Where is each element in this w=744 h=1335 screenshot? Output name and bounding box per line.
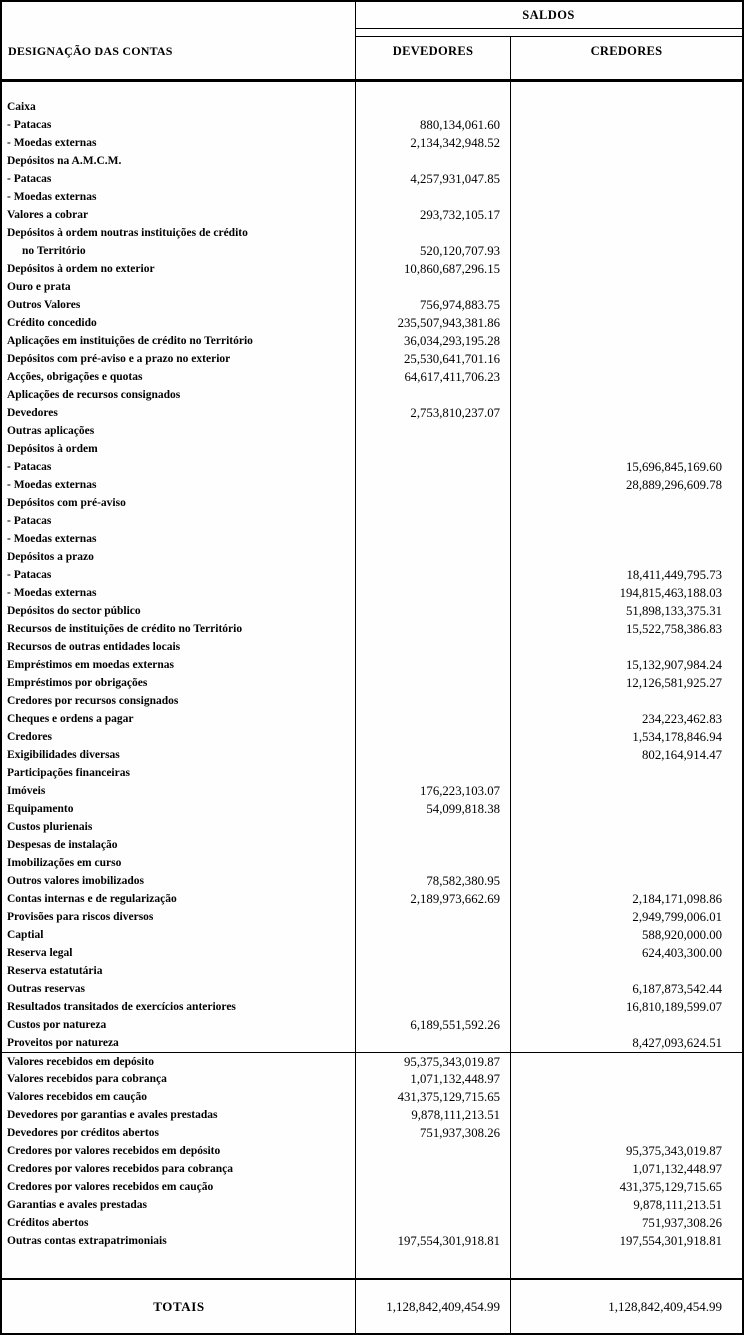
account-label: Ouro e prata [7,281,71,293]
devedores-value [356,674,510,692]
credores-value [510,152,742,170]
credores-value: 2,184,171,098.86 [632,892,722,906]
credores-value [510,854,742,872]
credores-value [510,530,742,548]
credores-value: 51,898,133,375.31 [626,604,722,618]
devedores-value [356,746,510,764]
credores-value: 15,132,907,984.24 [626,658,722,672]
credores-column-header: CREDORES [590,44,663,58]
table-row [2,602,742,620]
account-label: Aplicações em instituições de crédito no Território [7,335,253,347]
table-row [2,134,742,152]
table-row [2,620,742,638]
table-row [2,188,742,206]
credores-value [510,314,742,332]
credores-value [510,1088,742,1106]
account-label: Devedores por garantias e avales prestadas [7,1109,218,1121]
credores-value [510,134,742,152]
table-row [2,278,742,296]
table-row [2,458,742,476]
devedores-value: 880,134,061.60 [420,118,500,132]
devedores-column-header: DEVEDORES [392,44,474,58]
credores-value: 15,522,758,386.83 [626,622,722,636]
account-label: Provisões para riscos diversos [7,911,154,923]
account-label: - Moedas externas [7,587,97,599]
table-row [2,1160,742,1178]
table-row [2,1088,742,1106]
table-row [2,386,742,404]
devedores-value [356,908,510,926]
credores-value: 194,815,463,188.03 [619,586,722,600]
devedores-value [356,944,510,962]
credores-value: 6,187,873,542.44 [632,982,722,996]
credores-value [510,368,742,386]
credores-value [510,512,742,530]
account-label: Resultados transitados de exercícios anteriores [7,1001,236,1013]
devedores-value [356,476,510,494]
credores-value [510,170,742,188]
credores-value [510,188,742,206]
credores-value [510,440,742,458]
devedores-value [356,548,510,566]
account-label: Credores por recursos consignados [7,695,179,707]
account-label: - Patacas [7,569,52,581]
saldos-header-double-rule [355,29,742,37]
credores-value [510,494,742,512]
table-row [2,908,742,926]
credores-value [510,548,742,566]
devedores-value [356,278,510,296]
account-label: Devedores [7,407,58,419]
account-label: - Moedas externas [7,479,97,491]
account-label: Depósitos com pré-aviso e a prazo no exterior [7,353,231,365]
credores-value [510,260,742,278]
devedores-value: 1,071,132,448.97 [410,1072,500,1086]
table-row [2,566,742,584]
devedores-value: 9,878,111,213.51 [411,1108,500,1122]
devedores-value [356,1034,510,1052]
table-row [2,1124,742,1142]
credores-value [510,98,742,116]
table-row [2,710,742,728]
table-row [2,332,742,350]
table-row [2,1034,742,1052]
table-row [2,998,742,1016]
account-label: Reserva estatutária [7,965,103,977]
credores-value: 95,375,343,019.87 [626,1144,722,1158]
devedores-value: 10,860,687,296.15 [404,262,500,276]
account-label: Valores recebidos em caução [7,1091,148,1103]
devedores-value [356,818,510,836]
devedores-value [356,1142,510,1160]
devedores-value [356,458,510,476]
table-row [2,656,742,674]
table-row [2,638,742,656]
devedores-value: 751,937,308.26 [420,1126,500,1140]
table-row [2,512,742,530]
devedores-value [356,728,510,746]
credores-value [510,386,742,404]
table-row [2,152,742,170]
account-label: Crédito concedido [7,317,97,329]
account-label: Devedores por créditos abertos [7,1127,159,1139]
devedores-value: 2,134,342,948.52 [410,136,500,150]
credores-value [510,116,742,134]
account-label: Credores por valores recebidos em caução [7,1181,214,1193]
devedores-value [356,494,510,512]
accounts-body [2,82,742,1250]
account-label: Caixa [7,101,36,113]
table-row [2,782,742,800]
table-row [2,962,742,980]
credores-value [510,800,742,818]
table-row [2,1142,742,1160]
table-row [2,1106,742,1124]
account-label: - Patacas [7,119,52,131]
credores-value [510,764,742,782]
account-label: Outras contas extrapatrimoniais [7,1235,167,1247]
account-label: Despesas de instalação [7,839,118,851]
credores-value [510,422,742,440]
credores-value [510,296,742,314]
devedores-value [356,188,510,206]
credores-value: 197,554,301,918.81 [619,1234,722,1248]
account-label: Cheques e ordens a pagar [7,713,134,725]
account-label: - Moedas externas [7,137,97,149]
account-label: Depósitos a prazo [7,551,94,563]
devedores-value [356,980,510,998]
table-row [2,530,742,548]
table-row [2,404,742,422]
credores-value [510,962,742,980]
table-row [2,1214,742,1232]
credores-value: 588,920,000.00 [642,928,722,942]
account-label: Captial [7,929,44,941]
devedores-value [356,602,510,620]
account-label: Outras aplicações [7,425,95,437]
credores-value [510,782,742,800]
account-label: Contas internas e de regularização [7,893,177,905]
credores-value [510,818,742,836]
credores-value: 16,810,189,599.07 [626,1000,722,1014]
credores-value: 28,889,296,609.78 [626,478,722,492]
account-label: Credores [7,731,52,743]
table-row [2,746,742,764]
account-label: Proveitos por natureza [7,1037,119,1049]
credores-value [510,1124,742,1142]
account-label: Credores por valores recebidos em depósito [7,1145,221,1157]
table-row [2,890,742,908]
devedores-value: 36,034,293,195.28 [404,334,500,348]
credores-value: 751,937,308.26 [642,1216,722,1230]
account-label: Acções, obrigações e quotas [7,371,143,383]
credores-value: 431,375,129,715.65 [619,1180,722,1194]
devedores-value: 64,617,411,706.23 [404,370,500,384]
account-label: - Patacas [7,173,52,185]
account-label: - Moedas externas [7,533,97,545]
devedores-value [356,620,510,638]
table-row [2,764,742,782]
account-label: Garantias e avales prestadas [7,1199,148,1211]
devedores-value [356,530,510,548]
devedores-value [356,152,510,170]
table-row [2,422,742,440]
table-row [2,1232,742,1250]
devedores-value: 2,753,810,237.07 [410,406,500,420]
account-label: - Moedas externas [7,191,97,203]
credores-value: 1,534,178,846.94 [632,730,722,744]
devedores-value: 54,099,818.38 [426,802,500,816]
devedores-value [356,962,510,980]
devedores-value: 4,257,931,047.85 [410,172,500,186]
devedores-value [356,926,510,944]
devedores-value [356,1196,510,1214]
table-row [2,854,742,872]
account-label: Créditos abertos [7,1217,89,1229]
table-row [2,1070,742,1088]
credores-value: 1,071,132,448.97 [632,1162,722,1176]
credores-value: 624,403,300.00 [642,946,722,960]
table-row [2,836,742,854]
devedores-value [356,854,510,872]
credores-value: 18,411,449,795.73 [626,568,722,582]
credores-value [510,350,742,368]
account-label: Custos plurienais [7,821,93,833]
devedores-value [356,656,510,674]
table-row [2,1178,742,1196]
devedores-value: 431,375,129,715.65 [397,1090,500,1104]
table-row [2,674,742,692]
account-label: Recursos de outras entidades locais [7,641,181,653]
devedores-value [356,224,510,242]
account-label: Custos por natureza [7,1019,107,1031]
table-row [2,1016,742,1034]
devedores-value: 520,120,707.93 [420,244,500,258]
table-row [2,98,742,116]
table-row [2,116,742,134]
table-row [2,260,742,278]
devedores-value [356,692,510,710]
account-label: Aplicações de recursos consignados [7,389,181,401]
account-label: Empréstimos por obrigações [7,677,148,689]
devedores-value [356,710,510,728]
credores-value [510,224,742,242]
table-row [2,350,742,368]
devedores-value: 95,375,343,019.87 [404,1055,500,1069]
credores-value [510,332,742,350]
account-label: Imobilizações em curso [7,857,122,869]
account-label: Depósitos à ordem no exterior [7,263,155,275]
account-label: Valores recebidos para cobrança [7,1073,167,1085]
credores-value: 8,427,093,624.51 [632,1036,722,1050]
account-label: Equipamento [7,803,74,815]
devedores-value: 176,223,103.07 [420,784,500,798]
account-label: Valores a cobrar [7,209,89,221]
totals-credores-value: 1,128,842,409,454.99 [608,1298,722,1314]
account-label: Outros valores imobilizados [7,875,144,887]
devedores-value [356,386,510,404]
devedores-value [356,1160,510,1178]
credores-value [510,836,742,854]
totals-row [2,1278,742,1333]
totals-label: TOTAIS [153,1298,205,1314]
account-label: Recursos de instituições de crédito no Território [7,623,243,635]
devedores-value: 293,732,105.17 [420,208,500,222]
devedores-value [356,638,510,656]
account-label: no Território [22,245,86,257]
account-label: - Patacas [7,515,52,527]
table-row [2,314,742,332]
saldos-header: SALDOS [355,2,742,29]
table-row [2,692,742,710]
table-row [2,476,742,494]
table-row [2,944,742,962]
table-row [2,1052,742,1070]
credores-value [510,1016,742,1034]
account-label: Depósitos à ordem noutras instituições de crédito [7,227,248,239]
devedores-value [356,566,510,584]
credores-value [510,1070,742,1088]
credores-value: 2,949,799,006.01 [632,910,722,924]
table-row [2,800,742,818]
devedores-value [356,584,510,602]
table-row [2,224,742,242]
table-row [2,206,742,224]
table-row [2,296,742,314]
designation-column-header: DESIGNAÇÃO DAS CONTAS [8,44,173,58]
table-row [2,494,742,512]
devedores-value [356,998,510,1016]
credores-value: 12,126,581,925.27 [626,676,722,690]
table-row [2,368,742,386]
table-row [2,926,742,944]
table-row [2,1196,742,1214]
devedores-value: 197,554,301,918.81 [397,1234,500,1248]
account-label: Depósitos com pré-aviso [7,497,126,509]
credores-value: 234,223,462.83 [642,712,722,726]
devedores-value [356,440,510,458]
table-row [2,980,742,998]
credores-value: 15,696,845,169.60 [626,460,722,474]
devedores-value: 2,189,973,662.69 [410,892,500,906]
credores-value [510,638,742,656]
account-label: Credores por valores recebidos para cobrança [7,1163,234,1175]
table-row [2,818,742,836]
account-label: Valores recebidos em depósito [7,1056,155,1068]
account-label: Depósitos à ordem [7,443,98,455]
credores-value [510,872,742,890]
credores-value [510,1053,742,1070]
totals-devedores-value: 1,128,842,409,454.99 [386,1298,500,1314]
table-row [2,440,742,458]
devedores-value: 235,507,943,381.86 [397,316,500,330]
credores-value [510,206,742,224]
devedores-value [356,1178,510,1196]
account-label: - Patacas [7,461,52,473]
devedores-value [356,764,510,782]
table-row [2,548,742,566]
table-row [2,170,742,188]
credores-value [510,1106,742,1124]
devedores-value: 756,974,883.75 [420,298,500,312]
credores-value: 802,164,914.47 [642,748,722,762]
account-label: Outros Valores [7,299,81,311]
devedores-value [356,98,510,116]
credores-value [510,692,742,710]
account-label: Outras reservas [7,983,86,995]
credores-value: 9,878,111,213.51 [633,1198,722,1212]
account-label: Depósitos do sector público [7,605,141,617]
devedores-value: 6,189,551,592.26 [410,1018,500,1032]
devedores-value [356,1214,510,1232]
table-row [2,872,742,890]
table-row [2,584,742,602]
account-label: Depósitos na A.M.C.M. [7,155,122,167]
table-row [2,242,742,260]
credores-value [510,278,742,296]
account-label: Empréstimos em moedas externas [7,659,175,671]
credores-value [510,242,742,260]
table-row [2,728,742,746]
devedores-value [356,836,510,854]
account-label: Exigibilidades diversas [7,749,120,761]
devedores-value: 78,582,380.95 [426,874,500,888]
account-label: Reserva legal [7,947,73,959]
account-label: Participações financeiras [7,767,130,779]
devedores-value: 25,530,641,701.16 [404,352,500,366]
devedores-value [356,512,510,530]
devedores-value [356,422,510,440]
credores-value [510,404,742,422]
account-label: Imóveis [7,785,46,797]
